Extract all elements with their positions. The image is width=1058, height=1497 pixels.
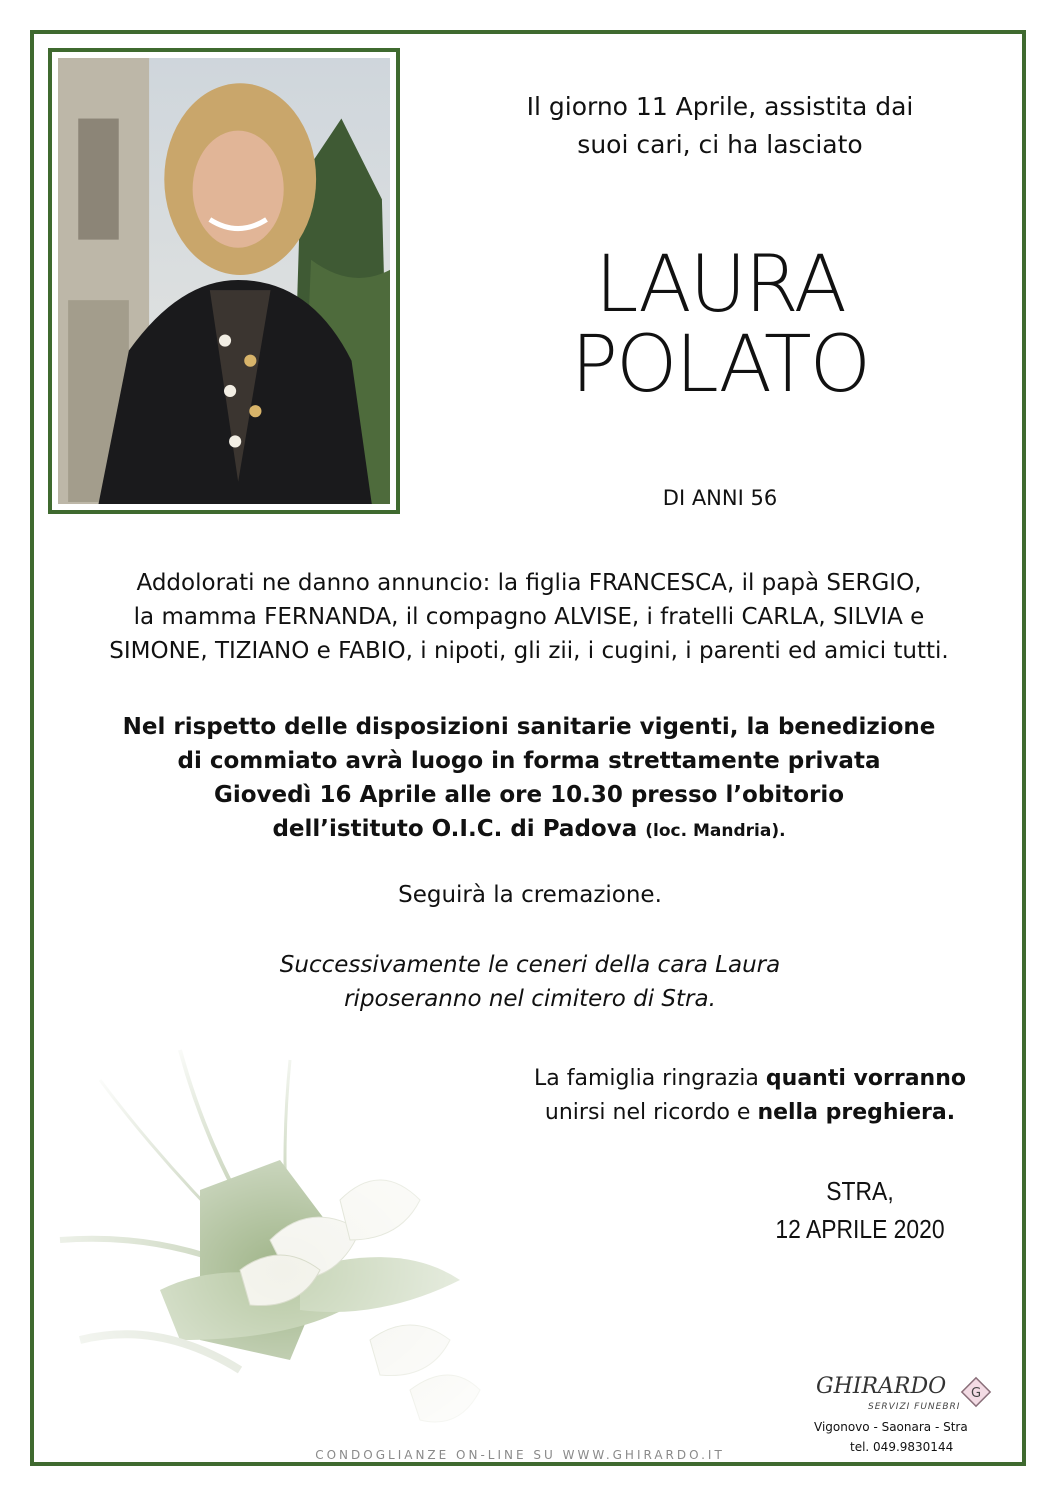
ceremony-text <box>40 710 1018 848</box>
deceased-first-name: LAURA <box>594 240 846 330</box>
funeral-home-logo <box>810 1368 1020 1463</box>
ashes-line-2: riposeranno nel cimitero di Stra. <box>344 986 716 1012</box>
thanks-text <box>500 1062 1000 1130</box>
announcement-line-1: Addolorati ne danno annuncio: la figlia FRANCESCA, il papà SERGIO, <box>136 570 922 596</box>
portrait-photo <box>58 58 390 504</box>
ceremony-location: dell’istituto O.I.C. di Padova <box>272 816 638 842</box>
ceremony-line-4 <box>40 812 1018 848</box>
thanks-line-2 <box>500 1096 1000 1130</box>
logo-name: GHIRARDO <box>816 1374 947 1399</box>
deceased-last-name: POLATO <box>570 320 870 410</box>
thanks-line-2b: nella preghiera. <box>757 1100 956 1125</box>
intro-line-1: Il giorno 11 Aprile, assistita dai <box>526 92 914 121</box>
logo-towns: Vigonovo - Saonara - Stra <box>814 1420 968 1434</box>
intro-line-2: suoi cari, ci ha lasciato <box>577 130 863 159</box>
date-label: 12 APRILE 2020 <box>775 1214 945 1244</box>
place-date <box>737 1172 983 1248</box>
g-diamond-icon <box>960 1376 992 1408</box>
svg-text:G: G <box>970 1386 982 1401</box>
thanks-line-2a: unirsi nel ricordo e <box>544 1100 758 1125</box>
ceremony-line-3: Giovedì 16 Aprile alle ore 10.30 presso l’obitorio <box>213 782 845 808</box>
age-label: DI ANNI 56 <box>662 486 778 510</box>
cremation-note: Seguirà la cremazione. <box>398 882 662 908</box>
logo-subtitle: SERVIZI FUNEBRI <box>868 1402 961 1412</box>
portrait-frame <box>48 48 400 514</box>
ceremony-location-note: (loc. Mandria). <box>645 821 786 841</box>
calla-lily-bouquet <box>40 1040 580 1460</box>
thanks-line-1 <box>500 1062 1000 1096</box>
ceremony-line-2: di commiato avrà luogo in forma strettamente privata <box>177 748 881 774</box>
ashes-line-1: Successivamente le ceneri della cara Laura <box>279 952 781 978</box>
announcement-line-3: SIMONE, TIZIANO e FABIO, i nipoti, gli zii, i cugini, i parenti ed amici tutti. <box>109 638 949 664</box>
intro-text <box>500 88 940 164</box>
condolences-footer: CONDOGLIANZE ON-LINE SU WWW.GHIRARDO.IT <box>315 1448 725 1462</box>
announcement-text <box>40 566 1018 668</box>
ashes-note <box>180 948 880 1016</box>
ceremony-line-1: Nel rispetto delle disposizioni sanitarie vigenti, la benedizione <box>122 714 936 740</box>
announcement-line-2: la mamma FERNANDA, il compagno ALVISE, i fratelli CARLA, SILVIA e <box>133 604 925 630</box>
thanks-line-1a: La famiglia ringrazia <box>534 1066 766 1091</box>
place-label: STRA, <box>826 1176 894 1206</box>
thanks-line-1b: quanti vorranno <box>765 1066 966 1091</box>
logo-phone: tel. 049.9830144 <box>850 1440 954 1454</box>
